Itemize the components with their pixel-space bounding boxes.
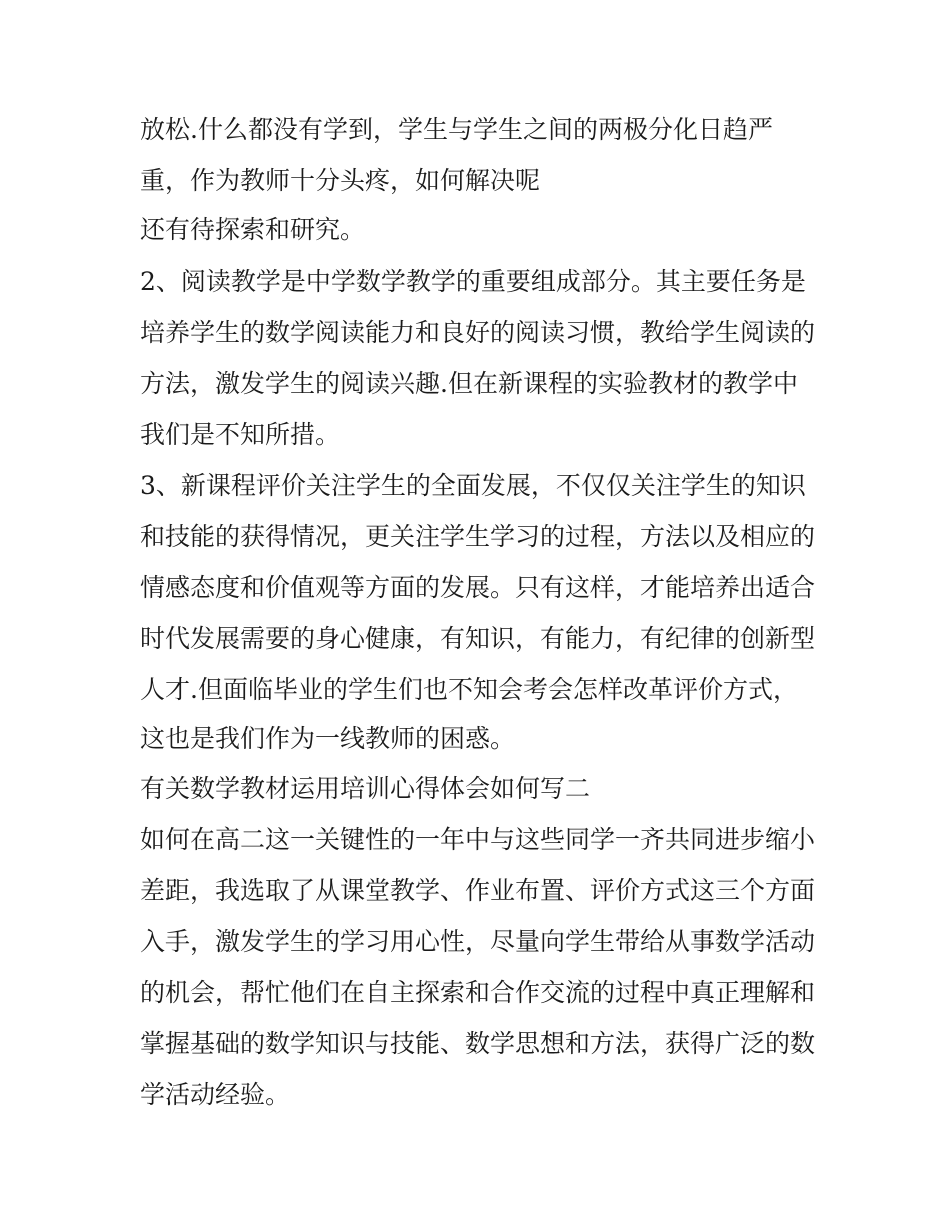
text-line: 如何在高二这一关键性的一年中与这些同学一齐共同进步缩小 xyxy=(140,825,816,854)
text-line: 掌握基础的数学知识与技能、数学思想和方法，获得广泛的数 xyxy=(140,1029,816,1058)
text-line: 放松.什么都没有学到，学生与学生之间的两极分化日趋严 xyxy=(140,115,773,144)
text-line: 这也是我们作为一线教师的困惑。 xyxy=(140,724,516,753)
text-line: 培养学生的数学阅读能力和良好的阅读习惯，教给学生阅读的 xyxy=(140,318,816,347)
text-line: 我们是不知所措。 xyxy=(140,420,341,449)
text-line: 还有待探索和研究。 xyxy=(140,215,366,244)
text-line: 重，作为教师十分头疼，如何解决呢 xyxy=(140,166,541,195)
text-line: 2、阅读教学是中学数学教学的重要组成部分。其主要任务是 xyxy=(140,267,806,296)
section-heading: 有关数学教材运用培训心得体会如何写二 xyxy=(140,774,591,803)
text-line: 学活动经验。 xyxy=(140,1080,291,1109)
text-line: 和技能的获得情况，更关注学生学习的过程，方法以及相应的 xyxy=(140,522,816,551)
text-line: 方法，激发学生的阅读兴趣.但在新课程的实验教材的教学中 xyxy=(140,369,798,398)
text-line: 入手，激发学生的学习用心性，尽量向学生带给从事数学活动 xyxy=(140,927,816,956)
text-line: 时代发展需要的身心健康，有知识，有能力，有纪律的创新型 xyxy=(140,624,816,653)
text-line: 的机会，帮忙他们在自主探索和合作交流的过程中真正理解和 xyxy=(140,978,816,1007)
text-line: 3、新课程评价关注学生的全面发展，不仅仅关注学生的知识 xyxy=(140,471,806,500)
text-line: 人才.但面临毕业的学生们也不知会考会怎样改革评价方式， xyxy=(140,675,798,704)
text-line: 差距，我选取了从课堂教学、作业布置、评价方式这三个方面 xyxy=(140,876,816,905)
text-line: 情感态度和价值观等方面的发展。只有这样，才能培养出适合 xyxy=(140,573,816,602)
